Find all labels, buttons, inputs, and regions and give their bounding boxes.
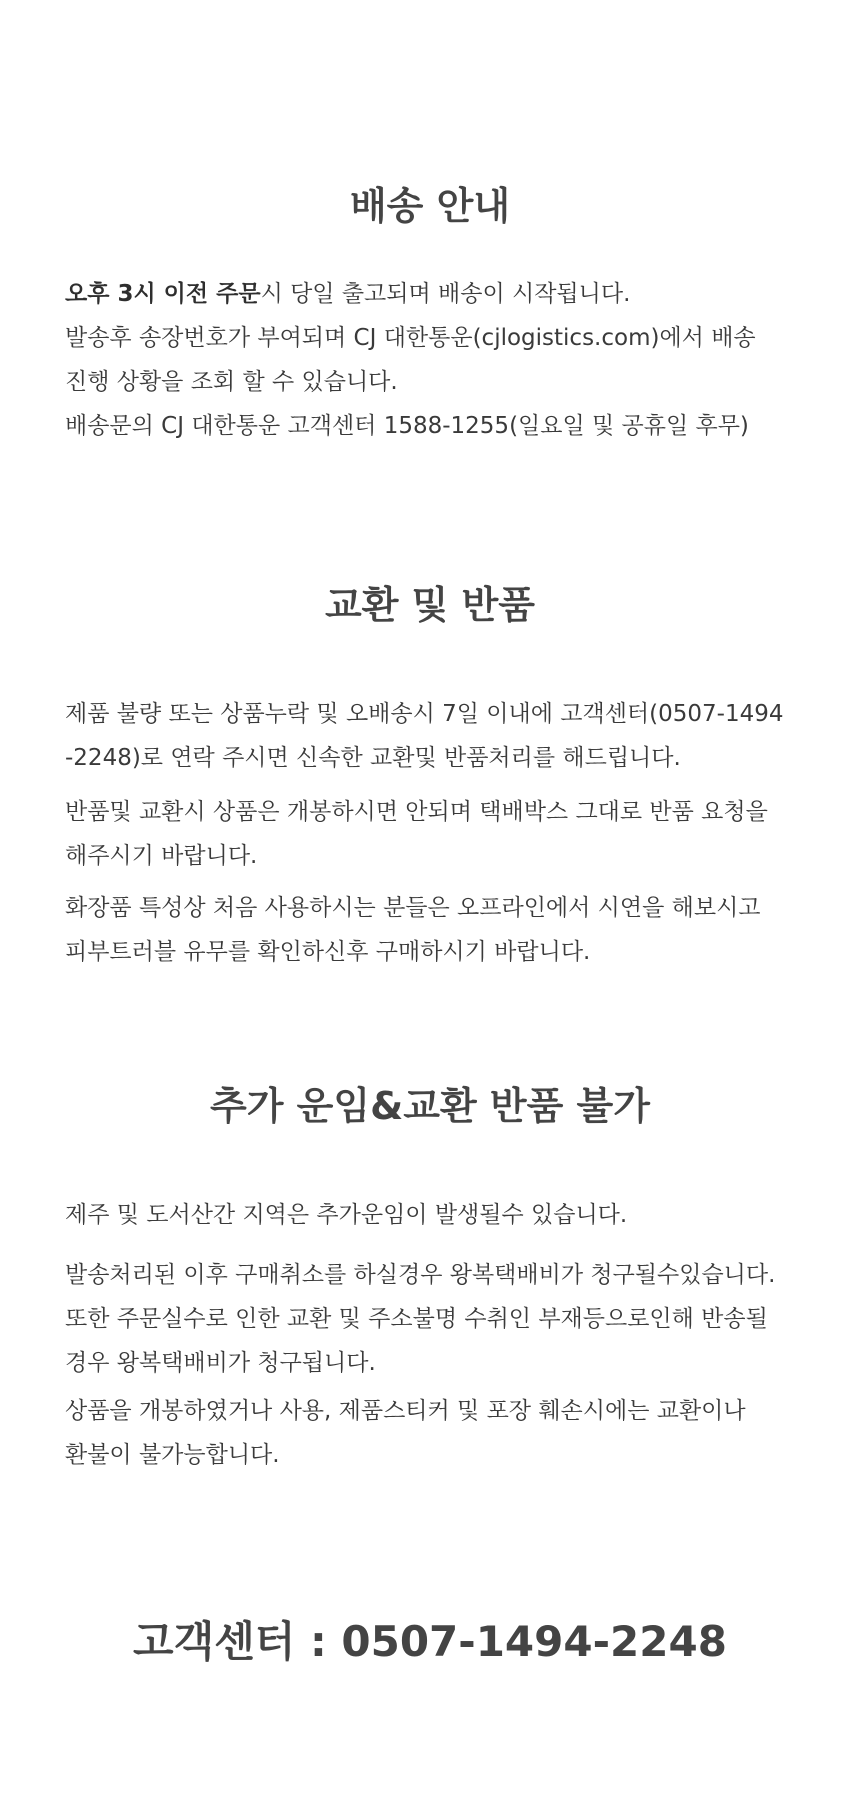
shipping-order-cutoff-rest: 시 당일 출고되며 배송이 시작됩니다. <box>260 281 631 307</box>
exchange-cosmetic-line-1: 화장품 특성상 처음 사용하시는 분들은 오프라인에서 시연을 해보시고 <box>65 895 761 921</box>
shipping-tracking-line-2: 진행 상황을 조회 할 수 있습니다. <box>65 369 398 395</box>
exchange-title: 교환 및 반품 <box>325 583 535 627</box>
exchange-unopened-line-2: 해주시기 바랍니다. <box>65 843 258 869</box>
extra-fee-island-text: 제주 및 도서산간 지역은 추가운임이 발생될수 있습니다. <box>65 1202 628 1228</box>
exchange-cosmetic-line-2: 피부트러블 유무를 확인하신후 구매하시기 바랍니다. <box>65 939 591 965</box>
extra-fee-cancel-line-1: 발송처리된 이후 구매취소를 하실경우 왕복택배비가 청구될수있습니다. <box>65 1262 776 1288</box>
extra-fee-cancel-text <box>65 1253 825 1385</box>
exchange-cosmetic-text <box>65 886 825 974</box>
extra-fee-damage-line-1: 상품을 개봉하였거나 사용, 제품스티커 및 포장 훼손시에는 교환이나 <box>65 1398 746 1424</box>
shipping-tracking-line-1: 발송후 송장번호가 부여되며 CJ 대한통운(cjlogistics.com)에서 배송 <box>65 325 756 351</box>
extra-fee-damage-text <box>65 1389 825 1477</box>
shipping-order-cutoff-text <box>65 272 825 316</box>
exchange-unopened-text <box>65 790 825 878</box>
exchange-defect-text <box>65 692 825 780</box>
exchange-unopened-line-1: 반품및 교환시 상품은 개봉하시면 안되며 택배박스 그대로 반품 요청을 <box>65 799 768 825</box>
shipping-title: 배송 안내 <box>349 184 511 228</box>
shipping-tracking-text <box>65 316 825 404</box>
extra-fee-title: 추가 운임&교환 반품 불가 <box>210 1084 650 1128</box>
exchange-defect-line-2: -2248)로 연락 주시면 신속한 교환및 반품처리를 해드립니다. <box>65 745 681 771</box>
extra-fee-cancel-line-3: 경우 왕복택배비가 청구됩니다. <box>65 1350 376 1376</box>
customer-center-phone: 고객센터 : 0507-1494-2248 <box>133 1617 727 1666</box>
extra-fee-cancel-line-2: 또한 주문실수로 인한 교환 및 주소불명 수취인 부재등으로인해 반송될 <box>65 1306 768 1332</box>
shipping-order-cutoff-bold: 오후 3시 이전 주문 <box>65 281 261 307</box>
exchange-defect-line-1: 제품 불량 또는 상품누락 및 오배송시 7일 이내에 고객센터(0507-1494 <box>65 701 784 727</box>
extra-fee-damage-line-2: 환불이 불가능합니다. <box>65 1442 280 1468</box>
shipping-contact-text: 배송문의 CJ 대한통운 고객센터 1588-1255(일요일 및 공휴일 후무) <box>65 413 749 439</box>
